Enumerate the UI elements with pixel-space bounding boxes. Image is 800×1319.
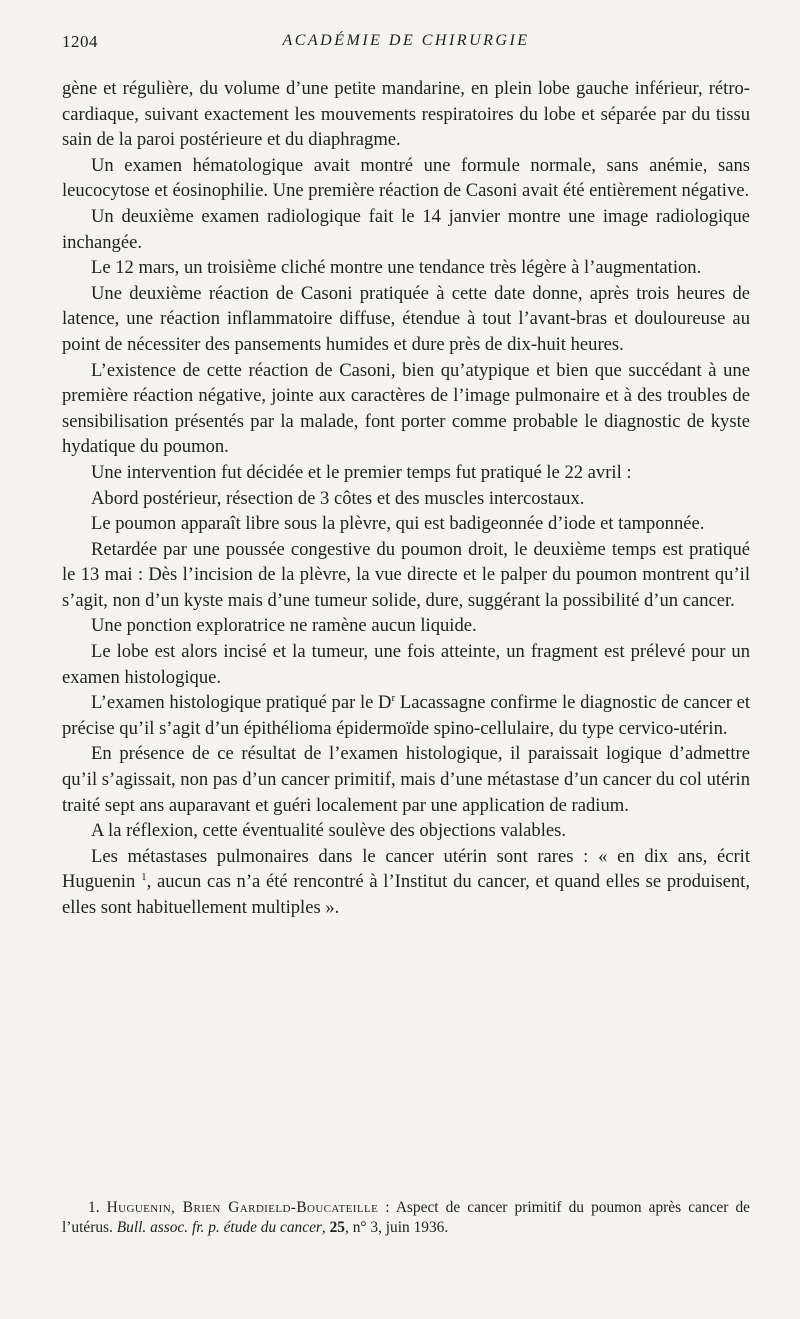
footnote-1: 1. Huguenin, Brien Gardield-Boucateille : Aspect de cancer primitif du poumon après cancer de l’utérus. Bull. assoc. fr. p. étude du cancer, 25, n° 3, juin 1936. xyxy=(62,1199,750,1236)
paragraph-puncture: Une ponction exploratrice ne ramène aucun liquide. xyxy=(91,615,477,637)
paragraph-second-stage: Retardée par une poussée congestive du poumon droit, le deuxième temps est pratiqué le 13 mai : Dès l’incision de la plèvre, la vue directe et le palper du poumon montrent qu’il s’agit, non d’un kyste mais d’une tumeur solide, dure, suggérant la possibilité d’un cancer. xyxy=(62,538,750,611)
paragraph-histology: L’examen histologique pratiqué par le $D^r$ Lacassagne confirme le diagnostic de cancer et précise qu’il s’agit d’un épithélioma épidermoïde spino-cellulaire, du type cervico-utérin. xyxy=(62,692,750,739)
paragraph-lung: Le poumon apparaît libre sous la plèvre, qui est badigeonnée d’iode et tamponnée. xyxy=(91,513,705,535)
paragraph-third-image: Le 12 mars, un troisième cliché montre une tendance très légère à l’augmentation. xyxy=(91,257,702,279)
paragraph-approach: Abord postérieur, résection de 3 côtes et des muscles intercostaux. xyxy=(91,487,585,509)
paragraph-metastasis: En présence de ce résultat de l’examen histologique, il paraissait logique d’admettre qu’il s’agissait, non pas d’un cancer primitif, mais d’une métastase d’un cancer du col utérin traité sept ans auparavant et guéri localement par une application de radium. xyxy=(62,743,750,816)
body-text xyxy=(62,76,750,921)
paragraph-hematology: Un examen hématologique avait montré une formule normale, sans anémie, sans leucocytose et éosinophilie. Une première réaction de Casoni avait été entièrement négative. xyxy=(62,154,750,202)
running-title: ACADÉMIE DE CHIRURGIE xyxy=(282,32,530,49)
paragraph-continuation: gène et régulière, du volume d’une petite mandarine, en plein lobe gauche inférieur, rétro-cardiaque, suivant exactement les mouvements respiratoires du lobe et séparée par du tissu sain de la paroi postérieure et du diaphragme. xyxy=(62,78,750,151)
paragraph-incision: Le lobe est alors incisé et la tumeur, une fois atteinte, un fragment est prélevé pour un examen histologique. xyxy=(62,641,750,688)
paragraph-quote: Les métastases pulmonaires dans le cancer utérin sont rares : « en dix ans, écrit Huguenin $^1$, aucun cas n’a été rencontré à l’Institut du cancer, et quand elles se produisent, elles sont habituellement multiples ». xyxy=(62,845,750,918)
footnote-ref: 1 xyxy=(141,871,147,884)
paragraph-diagnosis: L’existence de cette réaction de Casoni, bien qu’atypique et bien que succédant à une première réaction négative, jointe aux caractères de l’image pulmonaire et à des troubles de sensibilisation présentés par la malade, font porter comme probable le diagnostic de kyste hydatique du poumon. xyxy=(62,359,750,458)
running-header xyxy=(62,32,750,54)
page-number: 1204 xyxy=(62,32,98,51)
footnotes xyxy=(62,1198,750,1238)
paragraph-second-radiology: Un deuxième examen radiologique fait le 14 janvier montre une image radiologique inchangée. xyxy=(62,205,750,253)
paragraph-reflexion: A la réflexion, cette éventualité soulève des objections valables. xyxy=(91,820,567,842)
paragraph-intervention: Une intervention fut décidée et le premier temps fut pratiqué le 22 avril : xyxy=(91,461,632,483)
paragraph-second-casoni: Une deuxième réaction de Casoni pratiquée à cette date donne, après trois heures de latence, une réaction inflammatoire diffuse, étendue à tout l’avant-bras et douloureuse au point de nécessiter des pansements humides et dure près de dix-huit heures. xyxy=(62,282,750,355)
